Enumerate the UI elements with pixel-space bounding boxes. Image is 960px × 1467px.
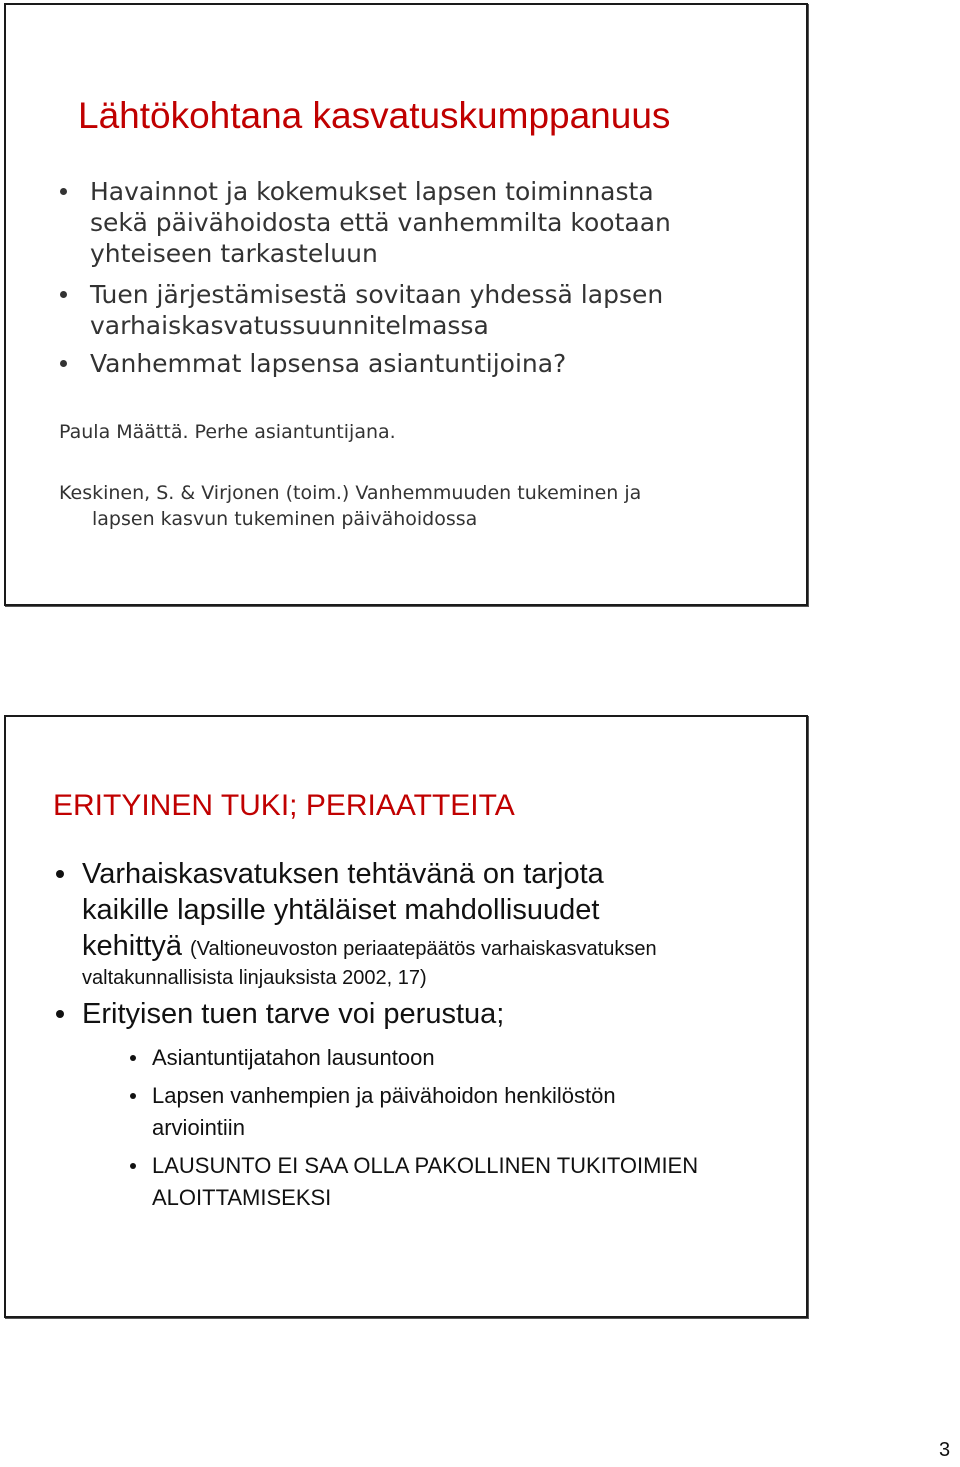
reference-text: Paula Määttä. Perhe asiantuntijana.: [59, 421, 396, 443]
citation-text: valtakunnallisista linjauksista 2002, 17): [82, 967, 427, 989]
slide-title: ERITYINEN TUKI; PERIAATTEITA: [53, 789, 515, 822]
bullet-dot: [60, 188, 67, 195]
bullet-text-main: kehittyä: [82, 930, 182, 962]
bullet-dot: [56, 870, 64, 878]
slide-lahtokohtana: [4, 3, 808, 606]
sub-bullet-dot: [130, 1055, 136, 1061]
bullet-text: Havainnot ja kokemukset lapsen toiminnasta: [90, 177, 654, 206]
sub-bullet-text: LAUSUNTO EI SAA OLLA PAKOLLINEN TUKITOIMIEN: [152, 1153, 699, 1178]
citation-text: (Valtioneuvoston periaatepäätös varhaiskasvatuksen: [190, 938, 657, 960]
bullet-text: Tuen järjestämisestä sovitaan yhdessä lapsen: [90, 280, 664, 309]
bullet-text: [82, 932, 657, 961]
bullet-text: kaikille lapsille yhtäläiset mahdollisuudet: [82, 894, 600, 926]
sub-bullet-text: ALOITTAMISEKSI: [152, 1185, 332, 1210]
bullet-text: yhteiseen tarkasteluun: [90, 239, 378, 268]
bullet-dot: [56, 1010, 64, 1018]
reference-text: lapsen kasvun tukeminen päivähoidossa: [92, 508, 478, 530]
sub-bullet-text: Lapsen vanhempien ja päivähoidon henkilöstön: [152, 1083, 616, 1108]
slide-erityinen-tuki: [4, 715, 808, 1318]
bullet-text: varhaiskasvatussuunnitelmassa: [90, 311, 489, 340]
bullet-text: Erityisen tuen tarve voi perustua;: [82, 998, 505, 1030]
sub-bullet-dot: [130, 1093, 136, 1099]
reference-text: Keskinen, S. & Virjonen (toim.) Vanhemmuuden tukeminen ja: [59, 482, 642, 504]
sub-bullet-text: Asiantuntijatahon lausuntoon: [152, 1045, 435, 1070]
sub-bullet-dot: [130, 1163, 136, 1169]
bullet-text: Varhaiskasvatuksen tehtävänä on tarjota: [82, 858, 604, 890]
slide-title: Lähtökohtana kasvatuskumppanuus: [78, 95, 671, 136]
bullet-text: sekä päivähoidosta että vanhemmilta kootaan: [90, 208, 671, 237]
bullet-text: Vanhemmat lapsensa asiantuntijoina?: [90, 349, 567, 378]
sub-bullet-text: arviointiin: [152, 1115, 245, 1140]
bullet-dot: [60, 360, 67, 367]
bullet-dot: [60, 291, 67, 298]
page-number: 3: [939, 1439, 951, 1461]
